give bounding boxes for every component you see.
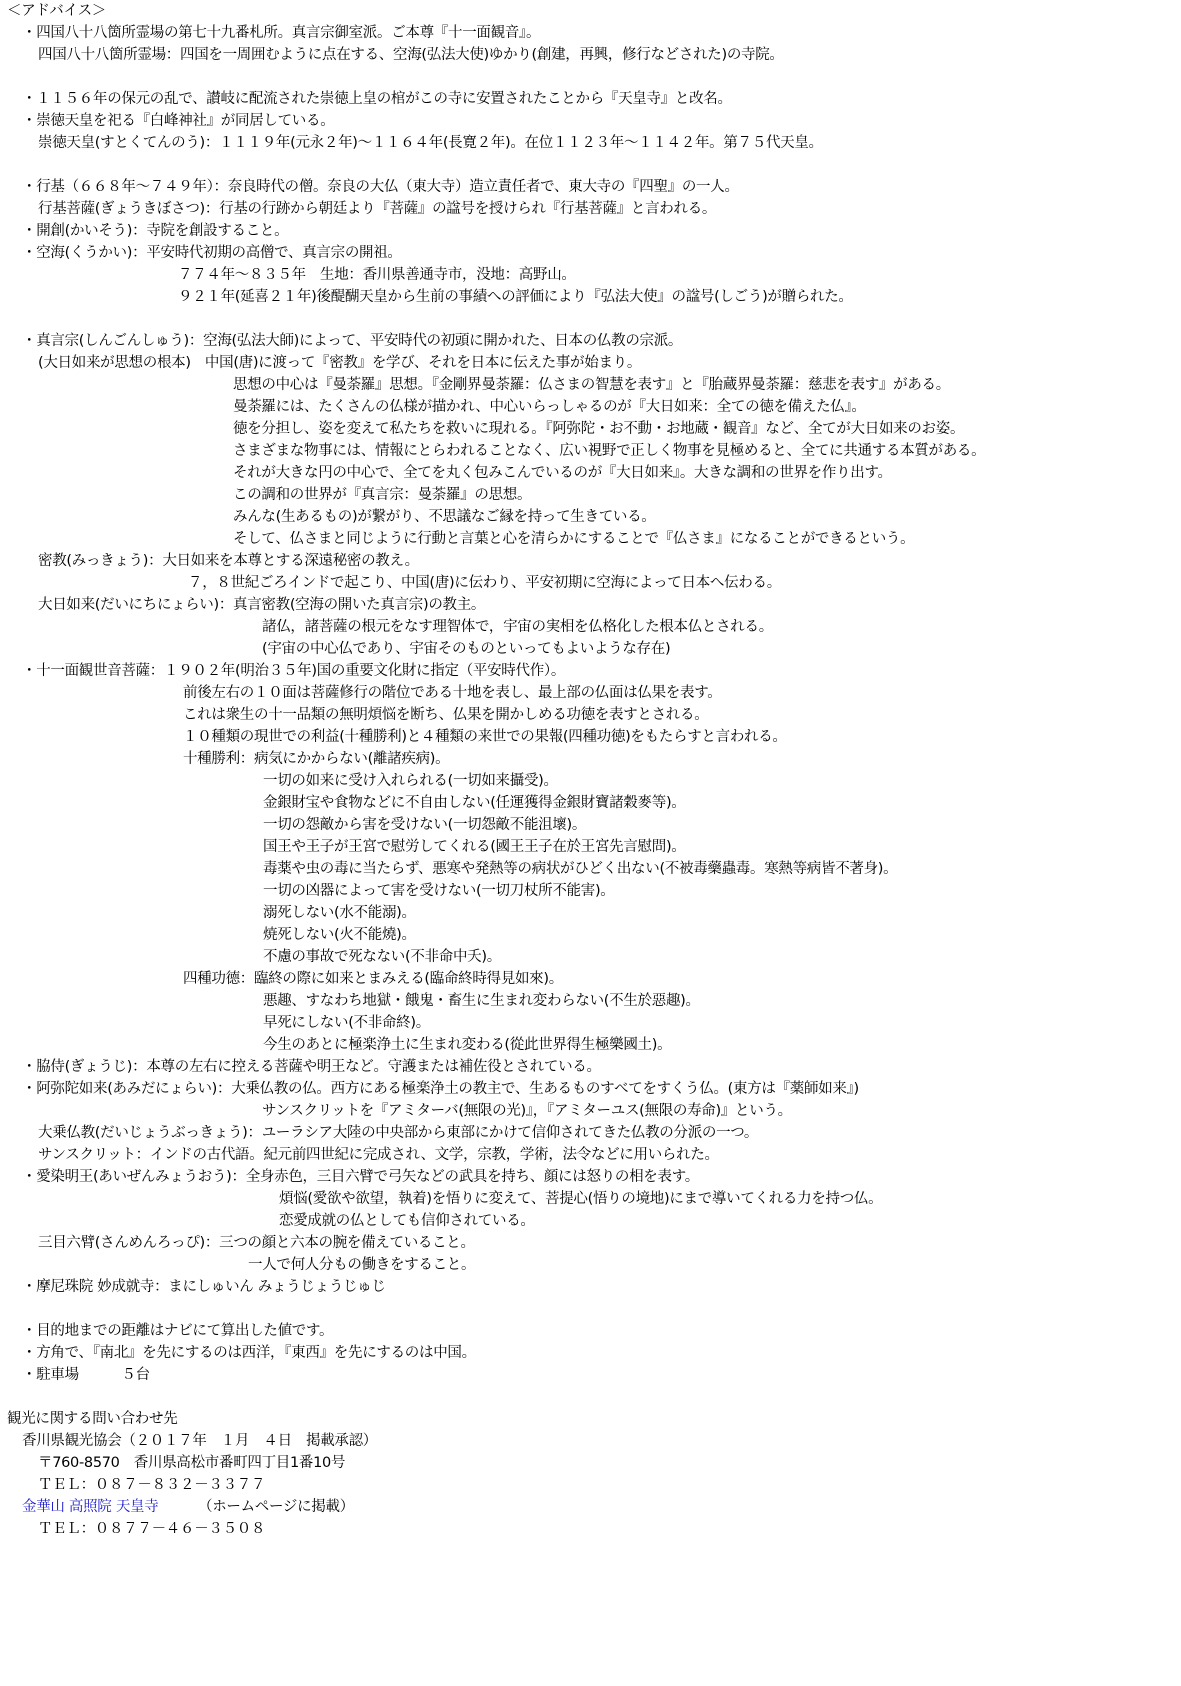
text-line: 一人で何人分もの働きをすること。 [248, 1257, 476, 1273]
text-line: 四国八十八箇所霊場：四国を一周囲むように点在する、空海(弘法大使)ゆかり(創建，再興，修行などされた)の寺院。 [38, 47, 784, 63]
text-line: 悪趣、すなわち地獄・餓鬼・畜生に生まれ変わらない(不生於惡趣)。 [263, 993, 700, 1009]
text-line: (宇宙の中心仏であり、宇宙そのものといってもよいような存在) [262, 641, 671, 657]
text-line: ７７４年～８３５年 生地：香川県善通寺市，没地：高野山。 [178, 267, 576, 283]
text-line: ・目的地までの距離はナビにて算出した値です。 [22, 1323, 334, 1339]
text-line: ・四国八十八箇所霊場の第七十九番札所。真言宗御室派。ご本尊『十一面観音』。 [22, 25, 541, 41]
section-heading: ＜アドバイス＞ [7, 3, 106, 19]
text-line: 煩悩(愛欲や欲望，執着)を悟りに変えて、菩提心(悟りの境地)にまで導いてくれる力を持つ仏。 [279, 1191, 883, 1207]
text-line: ・行基（６６８年～７４９年）：奈良時代の僧。奈良の大仏（東大寺）造立責任者で、東大寺の『四聖』の一人。 [22, 179, 739, 195]
text-line: 曼荼羅には、たくさんの仏様が描かれ、中心いらっしゃるのが『大日如来：全ての徳を備えた仏』。 [233, 399, 866, 415]
text-line: 毒薬や虫の毒に当たらず、悪寒や発熱等の病状がひどく出ない(不被毒藥蟲毒。寒熱等病皆不著身)。 [263, 861, 898, 877]
text-line: ・摩尼珠院 妙成就寺：まにしゅいん みょうじょうじゅじ [22, 1279, 386, 1295]
text-line: さまざまな物事には、情報にとらわれることなく、広い視野で正しく物事を見極めると、全てに共通する本質がある。 [233, 443, 986, 459]
contact-heading: 観光に関する問い合わせ先 [7, 1411, 178, 1427]
text-line: サンスクリットを『アミターバ(無限の光)』，『アミターユス(無限の寿命)』という。 [262, 1103, 792, 1119]
text-line: この調和の世界が『真言宗：曼荼羅』の思想。 [233, 487, 532, 503]
text-line: ・真言宗(しんごんしゅう)：空海(弘法大師)によって、平安時代の初頭に開かれた、日本の仏教の宗派。 [22, 333, 683, 349]
text-line: ・脇侍(ぎょうじ)：本尊の左右に控える菩薩や明王など。守護または補佐役とされている。 [22, 1059, 601, 1075]
text-line: 崇徳天皇(すとくてんのう)：１１１９年(元永２年)～１１６４年(長寛２年)。在位１１２３年～１１４２年。第７５代天皇。 [38, 135, 823, 151]
text-line: それが大きな円の中心で、全てを丸く包みこんでいるのが『大日如来』。大きな調和の世界を作り出す。 [233, 465, 892, 481]
text-line: 一切の如来に受け入れられる(一切如来攝受)。 [263, 773, 558, 789]
text-line: 諸仏，諸菩薩の根元をなす理智体で，宇宙の実相を仏格化した根本仏とされる。 [262, 619, 773, 635]
text-line: 前後左右の１０面は菩薩修行の階位である十地を表し、最上部の仏面は仏果を表す。 [183, 685, 722, 701]
text-line: ・１１５６年の保元の乱で、讃岐に配流された崇徳上皇の棺がこの寺に安置されたことから『天皇寺』と改名。 [22, 91, 732, 107]
text-line: 四種功德：臨終の際に如来とまみえる(臨命終時得見如來)。 [183, 971, 563, 987]
text-line: 国王や王子が王宮で慰労してくれる(國王王子在於王宮先言慰問)。 [263, 839, 686, 855]
text-line: ・崇徳天皇を祀る『白峰神社』が同居している。 [22, 113, 335, 129]
text-line: ・駐車場 ５台 [22, 1367, 150, 1383]
text-line: （ホームページに掲載） [198, 1499, 354, 1515]
text-line: ＴＥＬ：０８７－８３２－３３７７ [38, 1477, 266, 1493]
text-line: ＴＥＬ：０８７７－４６－３５０８ [38, 1521, 266, 1537]
text-line: 十種勝利：病気にかからない(離諸疾病)。 [183, 751, 450, 767]
text-line: サンスクリット：インドの古代語。紀元前四世紀に完成され、文学，宗教，学術，法令などに用いられた。 [38, 1147, 719, 1163]
text-line: 〒760-8570 香川県高松市番町四丁目1番10号 [38, 1455, 346, 1471]
text-line: ・開創(かいそう)：寺院を創設すること。 [22, 223, 289, 239]
temple-link[interactable]: 金華山 高照院 天皇寺 [22, 1499, 159, 1515]
text-line: 今生のあとに極楽浄土に生まれ変わる(從此世界得生極樂國土)。 [263, 1037, 672, 1053]
text-line: 一切の凶器によって害を受けない(一切刀杖所不能害)。 [263, 883, 615, 899]
text-line: 大乗仏教(だいじょうぶっきょう)：ユーラシア大陸の中央部から東部にかけて信仰されてきた仏教の分派の一つ。 [38, 1125, 759, 1141]
text-line: ・阿弥陀如来(あみだにょらい)：大乗仏教の仏。西方にある極楽浄土の教主で、生あるものすべてをすくう仏。(東方は『薬師如来』) [22, 1081, 859, 1097]
text-line: みんな(生あるもの)が繋がり、不思議なご縁を持って生きている。 [233, 509, 656, 525]
text-line: 密教(みっきょう)：大日如来を本尊とする深遠秘密の教え。 [38, 553, 419, 569]
text-line: 一切の怨敵から害を受けない(一切怨敵不能沮壞)。 [263, 817, 587, 833]
text-line: ・十一面観世音菩薩：１９０２年(明治３５年)国の重要文化財に指定（平安時代作）。 [22, 663, 566, 679]
text-line: 恋愛成就の仏としても信仰されている。 [279, 1213, 535, 1229]
text-line: 金銀財宝や食物などに不自由しない(任運獲得金銀財寶諸穀麥等)。 [263, 795, 686, 811]
text-line: 不慮の事故で死なない(不非命中夭)。 [263, 949, 501, 965]
text-line: 行基菩薩(ぎょうきぼさつ)：行基の行跡から朝廷より『菩薩』の諡号を授けられ『行基菩薩』と言われる。 [38, 201, 717, 217]
text-line: ７，８世紀ごろインドで起こり、中国(唐)に伝わり、平安初期に空海によって日本へ伝わる。 [188, 575, 781, 591]
text-line: 早死にしない(不非命終)。 [263, 1015, 430, 1031]
text-line: 焼死しない(火不能燒)。 [263, 927, 416, 943]
text-line: 三目六臂(さんめんろっぴ)：三つの顔と六本の腕を備えていること。 [38, 1235, 475, 1251]
text-line: ・愛染明王(あいぜんみょうおう)：全身赤色，三目六臂で弓矢などの武具を持ち、顔には怒りの相を表す。 [22, 1169, 699, 1185]
text-line: ・方角で、『南北』を先にするのは西洋，『東西』を先にするのは中国。 [22, 1345, 476, 1361]
text-line: １０種類の現世での利益(十種勝利)と４種類の来世での果報(四種功徳)をもたらすと言われる。 [183, 729, 787, 745]
text-line: ９２１年(延喜２１年)後醍醐天皇から生前の事績への評価により『弘法大使』の諡号(しごう)が贈られた。 [178, 289, 853, 305]
text-line: ・空海(くうかい)：平安時代初期の高僧で、真言宗の開祖。 [22, 245, 402, 261]
text-line: 溺死しない(水不能溺)。 [263, 905, 416, 921]
text-line: 思想の中心は『曼荼羅』思想。『金剛界曼荼羅：仏さまの智慧を表す』と『胎蔵界曼荼羅：慈悲を表す』がある。 [233, 377, 950, 393]
text-line: 香川県観光協会（２０１７年 １月 ４日 掲載承認） [22, 1433, 377, 1449]
text-line: (大日如来が思想の根本) 中国(唐)に渡って『密教』を学び、それを日本に伝えた事が始まり。 [38, 355, 642, 371]
text-line: これは衆生の十一品類の無明煩悩を断ち、仏果を開かしめる功徳を表すとされる。 [183, 707, 709, 723]
text-line: 徳を分担し、姿を変えて私たちを救いに現れる。『阿弥陀・お不動・お地蔵・観音』など、全てが大日如来のお姿。 [233, 421, 965, 437]
text-line: 大日如来(だいにちにょらい)：真言密教(空海の開いた真言宗)の教主。 [38, 597, 486, 613]
text-line: そして、仏さまと同じように行動と言葉と心を清らかにすることで『仏さま』になることができるという。 [233, 531, 915, 547]
